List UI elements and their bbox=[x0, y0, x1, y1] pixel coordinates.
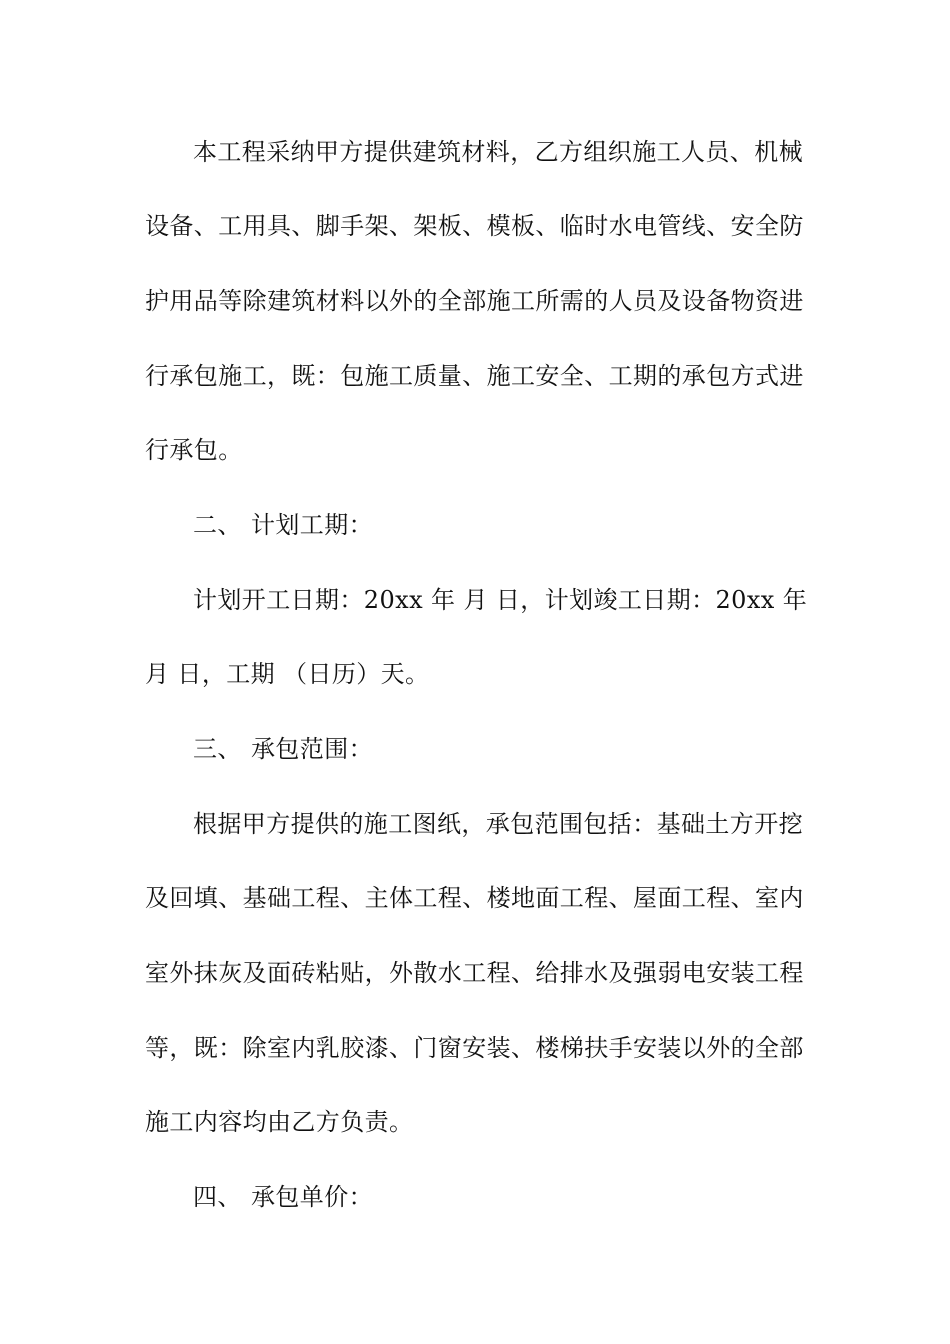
section-number: 四、 bbox=[193, 1183, 242, 1211]
section-title: 承包范围： bbox=[251, 735, 373, 763]
paragraph-line: 计划开工日期：20xx 年 月 日，计划竣工日期：20xx 年 bbox=[193, 586, 808, 614]
section-number: 二、 bbox=[193, 511, 242, 539]
paragraph-line: 行承包施工，既：包施工质量、施工安全、工期的承包方式进 bbox=[145, 362, 804, 390]
paragraph-line: 根据甲方提供的施工图纸，承包范围包括：基础土方开挖 bbox=[193, 810, 803, 838]
paragraph-line: 护用品等除建筑材料以外的全部施工所需的人员及设备物资进 bbox=[145, 287, 804, 315]
section-number: 三、 bbox=[193, 735, 242, 763]
section-title: 计划工期： bbox=[251, 511, 373, 539]
paragraph-line: 本工程采纳甲方提供建筑材料，乙方组织施工人员、机械 bbox=[193, 138, 803, 166]
paragraph-line: 等，既：除室内乳胶漆、门窗安装、楼梯扶手安装以外的全部 bbox=[145, 1034, 804, 1062]
section-heading-schedule bbox=[193, 509, 863, 541]
section-heading-scope bbox=[193, 733, 863, 765]
section-title: 承包单价： bbox=[251, 1183, 373, 1211]
section-heading-unit-price bbox=[193, 1181, 863, 1213]
paragraph-line: 及回填、基础工程、主体工程、楼地面工程、屋面工程、室内 bbox=[145, 884, 804, 912]
paragraph-line: 设备、工用具、脚手架、架板、模板、临时水电管线、安全防 bbox=[145, 212, 804, 240]
paragraph-line: 行承包。 bbox=[145, 436, 243, 464]
paragraph-line: 月 日，工期 （日历）天。 bbox=[145, 660, 430, 688]
paragraph-line: 施工内容均由乙方负责。 bbox=[145, 1108, 414, 1136]
paragraph-line: 室外抹灰及面砖粘贴，外散水工程、给排水及强弱电安装工程 bbox=[145, 959, 804, 987]
